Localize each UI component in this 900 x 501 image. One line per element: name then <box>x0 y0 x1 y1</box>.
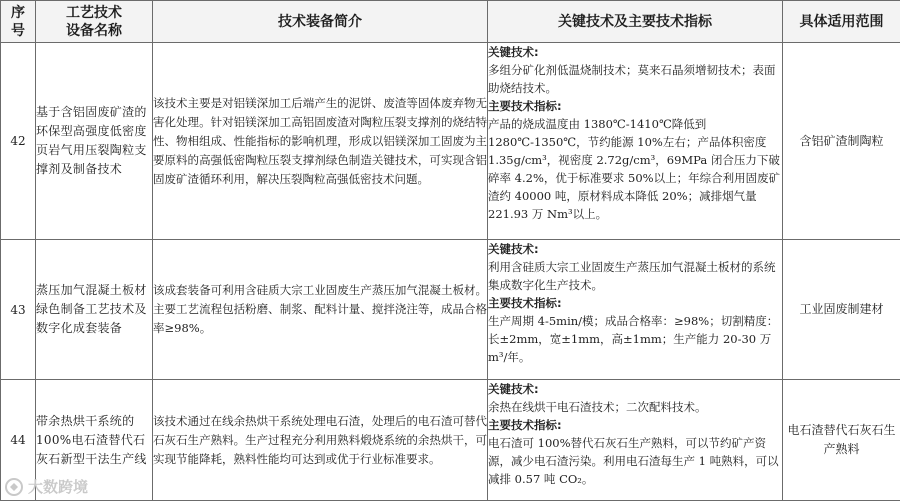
header-row <box>1 1 900 43</box>
summary-cell: 该技术通过在线余热烘干系统处理电石渣，处理后的电石渣可替代石灰石生产熟料。生产过程充分利用熟料煅烧系统的余热烘干，可实现节能降耗，熟料性能均可达到或优于行业标准要求。 <box>153 380 488 501</box>
header-summary: 技术装备简介 <box>153 1 488 43</box>
table-row <box>1 240 900 380</box>
watermark-text: 大数跨境 <box>28 476 88 497</box>
header-scope: 具体适用范围 <box>783 1 900 43</box>
equipment-name-cell: 基于含铝固废矿渣的环保型高强度低密度页岩气用压裂陶粒支撑剂及制备技术 <box>36 43 153 240</box>
summary-cell: 该成套装备可利用含硅质大宗工业固废生产蒸压加气混凝土板材。主要工艺流程包括粉磨、制浆、配料计量、搅拌浇注等，成品合格率≥98%。 <box>153 240 488 380</box>
table-row <box>1 380 900 501</box>
header-seq-no: 序 号 <box>1 1 36 43</box>
key-tech-text: 余热在线烘干电石渣技术；二次配料技术。 <box>488 398 782 416</box>
key-tech-cell <box>488 43 783 240</box>
header-key-tech: 关键技术及主要技术指标 <box>488 1 783 43</box>
table-row <box>1 43 900 240</box>
key-tech-text: 多组分矿化剂低温烧制技术；莫来石晶须增韧技术；表面助烧结技术。 <box>488 61 782 97</box>
row-number: 43 <box>1 240 36 380</box>
key-tech-text: 利用含硅质大宗工业固废生产蒸压加气混凝土板材的系统集成数字化生产技术。 <box>488 258 782 294</box>
key-tech-cell <box>488 240 783 380</box>
summary-cell: 该技术主要是对铝镁深加工后端产生的泥饼、废渣等固体废弃物无害化处理。针对铝镁深加工高铝固废渣对陶粒压裂支撑剂的烧结特性、物相组成、性能指标的影响机理，形成以铝镁深加工固废为主要原料的高强低密陶粒压裂支撑剂绿色制造关键技术，可实现含铝固废矿渣循环利用，解决压裂陶粒高强低密技术问题。 <box>153 43 488 240</box>
scope-cell: 电石渣替代石灰石生产熟料 <box>783 380 900 501</box>
scope-cell: 含铝矿渣制陶粒 <box>783 43 900 240</box>
key-tech-heading: 关键技术: <box>488 43 782 61</box>
row-number: 42 <box>1 43 36 240</box>
key-tech-heading: 关键技术: <box>488 240 782 258</box>
equipment-name-cell: 蒸压加气混凝土板材绿色制备工艺技术及数字化成套装备 <box>36 240 153 380</box>
index-text: 生产周期 4-5min/模；成品合格率：≥98%；切割精度：长±2mm，宽±1mm，高±1mm；生产能力 20-30 万 m³/年。 <box>488 312 782 366</box>
index-heading: 主要技术指标: <box>488 294 782 312</box>
key-tech-cell <box>488 380 783 501</box>
index-text: 电石渣可 100%替代石灰石生产熟料，可以节约矿产资源，减少电石渣污染。利用电石渣每生产 1 吨熟料，可以减排 0.57 吨 CO₂。 <box>488 434 782 488</box>
row-number: 44 <box>1 380 36 501</box>
index-text: 产品的烧成温度由 1380℃-1410℃降低到 1280℃-1350℃，节约能源 10%左右；产品体积密度 1.35g/cm³，视密度 2.72g/cm³，69MPa 闭合压力下破碎率 4.2%，优于标准要求 50%以上；年综合利用固废矿渣约 40000 吨，原材料成本降低 20%；减排烟气量 221.93 万 Nm³以上。 <box>488 115 782 223</box>
key-tech-heading: 关键技术: <box>488 380 782 398</box>
scope-cell: 工业固废制建材 <box>783 240 900 380</box>
index-heading: 主要技术指标: <box>488 97 782 115</box>
equipment-name-cell: 带余热烘干系统的 100%电石渣替代石灰石新型干法生产线 <box>36 380 153 501</box>
header-equipment-name: 工艺技术 设备名称 <box>36 1 153 43</box>
index-heading: 主要技术指标: <box>488 416 782 434</box>
